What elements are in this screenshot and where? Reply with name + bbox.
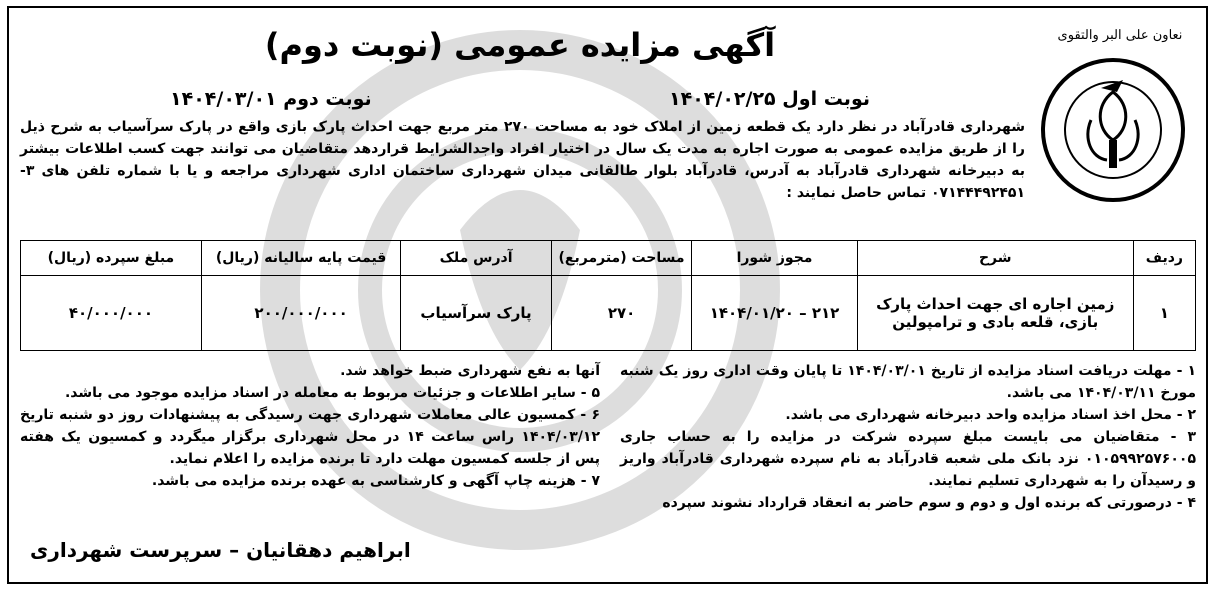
term-4: ۴ - درصورتی که برنده اول و دوم و سوم حاضر به انعقاد قرارداد نشوند سپرده — [662, 495, 1196, 511]
signature: ابراهیم دهقانیان – سرپرست شهرداری — [30, 538, 411, 562]
term-4-continued: آنها به نفع شهرداری ضبط خواهد شد. — [340, 363, 600, 379]
col-deposit: مبلغ سپرده (ریال) — [21, 241, 202, 276]
term-5: ۵ - سایر اطلاعات و جزئیات مربوط به معامله در اسناد مزایده موجود می باشد. — [64, 385, 600, 401]
term-7: ۷ - هزینه چاپ آگهی و کارشناسی به عهده برنده مزایده می باشد. — [151, 473, 600, 489]
col-area: مساحت (مترمربع) — [551, 241, 692, 276]
notice-title: آگهی مزایده عمومی (نوبت دوم) — [264, 26, 776, 64]
cell-deposit: ۴۰/۰۰۰/۰۰۰ — [21, 276, 202, 351]
term-2: ۲ - محل اخذ اسناد مزایده واحد دبیرخانه شهرداری می باشد. — [785, 407, 1196, 423]
notice-intro — [20, 116, 1025, 204]
cell-description: زمین اجاره ای جهت احداث پارک بازی، قلعه بادی و ترامپولین — [857, 276, 1133, 351]
terms-right-column — [620, 360, 1196, 514]
second-round-date: نوبت دوم ۱۴۰۴/۰۳/۰۱ — [170, 88, 372, 110]
cell-council-permit: ۲۱۲ – ۱۴۰۴/۰۱/۲۰ — [692, 276, 857, 351]
col-council-permit: مجوز شورا — [692, 241, 857, 276]
cell-area: ۲۷۰ — [551, 276, 692, 351]
motto-text: نعاون علی البر والتقوی — [1057, 28, 1183, 43]
terms-left-column — [20, 360, 600, 492]
term-1: ۱ - مهلت دریافت اسناد مزایده از تاریخ ۱۴۰۴/۰۳/۰۱ تا پایان وقت اداری روز یک شنبه مورخ ۱۴۰۴/۰۳/۱۱ می باشد. — [620, 363, 1197, 401]
first-round-date: نوبت اول ۱۴۰۴/۰۲/۲۵ — [669, 88, 870, 110]
term-6: ۶ - کمسیون عالی معاملات شهرداری جهت رسیدگی به پیشنهادات روز دو شنبه تاریخ ۱۴۰۴/۰۳/۱۲ راس ساعت ۱۴ در محل شهرداری برگزار میگردد و کمسیون یک هفته پس از جلسه کمسیون مهلت دارد تا برنده مزایده را اعلام نماید. — [20, 407, 600, 467]
table-header-row — [21, 241, 1196, 276]
intro-text: یک قطعه زمین از املاک خود به مساحت ۲۷۰ متر مربع جهت احداث پارک بازی واقع در پارک سرآسیاب به شرح ذیل را از طریق مزایده عمومی به صورت اجاره به مدت یک سال در اختیار افراد واجدالشرایط قراردهد متقاضیان می توانند جهت کسب اطلاعات بیشتر به دبیرخانه شهرداری قادرآباد به آدرس، قادرآباد بلوار طالقانی میدان شهرداری ساختمان اداری شهرداری مراجعه و یا با شماره تلفن های ۳- ۰۷۱۴۴۴۹۲۴۵۱ تماس حاصل نمایند : — [20, 119, 1025, 201]
table-row — [21, 276, 1196, 351]
cell-address: پارک سرآسیاب — [401, 276, 551, 351]
auction-table — [20, 240, 1196, 351]
publication-dates — [170, 88, 870, 110]
intro-lead: شهرداری قادرآباد در نظر دارد — [816, 119, 1025, 135]
col-base-price: قیمت پایه سالیانه (ریال) — [201, 241, 400, 276]
col-description: شرح — [857, 241, 1133, 276]
term-3: ۳ - متقاضیان می بایست مبلغ سپرده شرکت در مزایده را به حساب جاری ۰۱۰۵۹۹۲۵۷۶۰۰۵ نزد بانک ملی شعبه قادرآباد به نام سپرده شهرداری قادرآباد واریز و رسیدآن را به شهرداری تسلیم نمایند. — [620, 429, 1196, 489]
col-row: ردیف — [1133, 241, 1195, 276]
municipality-logo — [1025, 20, 1200, 215]
col-address: آدرس ملک — [401, 241, 551, 276]
cell-row: ۱ — [1133, 276, 1195, 351]
cell-base-price: ۲۰۰/۰۰۰/۰۰۰ — [201, 276, 400, 351]
